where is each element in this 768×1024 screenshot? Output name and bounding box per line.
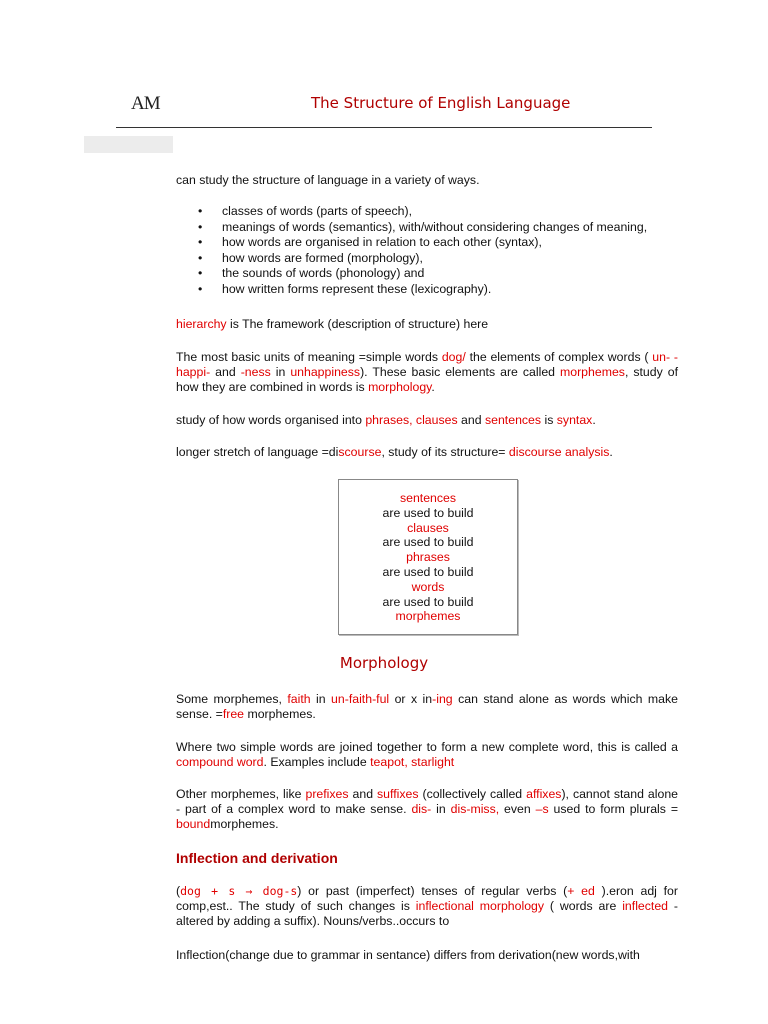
hierarchy-diagram-box (338, 479, 518, 635)
paragraph-text: and (457, 413, 485, 427)
paragraph-text: study of how words organised into (176, 413, 366, 427)
connector-label: are used to build (382, 564, 474, 579)
term-morphology: morphology (368, 380, 432, 394)
term-dog-plus-s: dog + s → dog-s (180, 884, 298, 898)
paragraph-text: the elements of complex words ( (465, 350, 653, 364)
paragraph-text: morphemes. (210, 817, 279, 831)
paragraph-text: Other morphemes, like (176, 787, 306, 801)
term-inflected: inflected (622, 899, 669, 913)
paragraph-text: ( (176, 884, 181, 898)
list-item: • meanings of words (semantics), with/without considering changes of meaning, (176, 220, 647, 236)
hierarchy-paragraph (176, 317, 678, 332)
term-ed: + ed (567, 884, 595, 898)
paragraph-text: ) or past (imperfect) tenses of regular verbs ( (297, 884, 568, 898)
term-dog: dog/ (441, 350, 466, 364)
term-compound-word: compound word (176, 755, 264, 769)
paragraph-text: in (270, 365, 291, 379)
paragraph-text: used to form plurals = (548, 802, 679, 816)
paragraph-text: , study of how they are combined in words is (176, 365, 678, 394)
level-label: sentences (399, 491, 457, 505)
term-ness: -ness (240, 365, 271, 379)
paragraph-text: or x in (389, 692, 433, 706)
header-divider (116, 127, 652, 128)
level-label: words (411, 579, 445, 594)
grey-marker-bar (84, 136, 173, 153)
paragraph-text: - altered by adding a suffix). Nouns/verbs..occurs to (176, 899, 678, 928)
list-item: • how written forms represent these (lexicography). (176, 282, 647, 298)
term-syntax: syntax (556, 413, 593, 427)
term-faith: faith (287, 692, 311, 706)
compound-paragraph (176, 740, 678, 770)
page-title: The Structure of English Language (311, 94, 571, 112)
level-label: morphemes (395, 609, 461, 624)
term-phrases-clauses: phrases, clauses (365, 413, 458, 427)
discourse-paragraph (176, 445, 678, 460)
paragraph-text: ). These basic elements are called (360, 365, 560, 379)
list-item: • the sounds of words (phonology) and (176, 266, 647, 282)
paragraph-text: (collectively called (418, 787, 527, 801)
free-morphemes-paragraph (176, 692, 678, 722)
paragraph-text: even (499, 802, 536, 816)
term-s: –s (535, 802, 549, 816)
term-bound: bound (176, 817, 211, 831)
term-ing: -ing (432, 692, 453, 706)
paragraph-text: in (431, 802, 451, 816)
affixes-paragraph (176, 787, 678, 832)
morphology-heading: Morphology (339, 654, 429, 672)
list-item: • classes of words (parts of speech), (176, 204, 647, 220)
paragraph-text: ), cannot stand alone - part of a complex word to make sense. (176, 787, 678, 816)
inflection-derivation-heading: Inflection and derivation (176, 850, 338, 866)
inflection-paragraph (176, 884, 678, 929)
paragraph-text: is The framework (description of structure) here (226, 317, 489, 331)
intro-paragraph: can study the structure of language in a variety of ways. (176, 173, 480, 187)
paragraph-text: , study of its structure= (381, 445, 509, 459)
term-free: free (222, 707, 245, 721)
term-affixes: affixes (526, 787, 562, 801)
term-unfaithful: un-faith-ful (331, 692, 390, 706)
term-morphemes: morphemes (560, 365, 625, 379)
paragraph-text: . (609, 445, 613, 459)
term-unhappiness: unhappiness (290, 365, 361, 379)
connector-label: are used to build (382, 535, 474, 550)
term-sentences: sentences (484, 413, 542, 427)
level-label: clauses (407, 520, 449, 535)
paragraph-text: longer stretch of language =di (176, 445, 339, 459)
list-item: • how words are organised in relation to each other (syntax), (176, 235, 647, 251)
term-dismiss: dis-miss, (450, 802, 500, 816)
term-prefixes: prefixes (305, 787, 349, 801)
term-happi: -happi- (176, 350, 678, 379)
term-un: un- (652, 350, 671, 364)
term-dis: dis- (411, 802, 432, 816)
paragraph-text: ).eron adj for comp,est.. The study of such changes is (176, 884, 678, 913)
paragraph-text: is (541, 413, 557, 427)
term-discourse: scourse (338, 445, 382, 459)
connector-label: are used to build (382, 505, 474, 520)
author-logo: AM (131, 93, 160, 114)
basic-units-paragraph (176, 350, 678, 395)
term-inflectional-morphology: inflectional morphology (415, 899, 545, 913)
paragraph-text: The most basic units of meaning =simple words (176, 350, 442, 364)
bullet-list (176, 204, 647, 297)
paragraph-text: and (348, 787, 378, 801)
term-examples: teapot, starlight (370, 755, 455, 769)
connector-label: are used to build (382, 594, 474, 609)
list-item: • how words are formed (morphology), (176, 251, 647, 267)
paragraph-text: can stand alone as words which make sense. = (176, 692, 678, 721)
level-label: phrases (406, 550, 450, 565)
paragraph-text: ( words are (544, 899, 623, 913)
term-hierarchy: hierarchy (176, 317, 227, 331)
paragraph-text: . Examples include (263, 755, 371, 769)
derivation-paragraph: Inflection(change due to grammar in sentance) differs from derivation(new words,with (176, 948, 640, 962)
paragraph-text: and (210, 365, 241, 379)
syntax-paragraph (176, 413, 678, 428)
paragraph-text: . (592, 413, 596, 427)
term-discourse-analysis: discourse analysis (508, 445, 610, 459)
term-suffixes: suffixes (377, 787, 419, 801)
paragraph-text: Where two simple words are joined together to form a new complete word, this is called a (176, 740, 678, 754)
paragraph-text: . (431, 380, 435, 394)
paragraph-text: morphemes. (244, 707, 316, 721)
paragraph-text: in (310, 692, 332, 706)
paragraph-text: Some morphemes, (176, 692, 288, 706)
